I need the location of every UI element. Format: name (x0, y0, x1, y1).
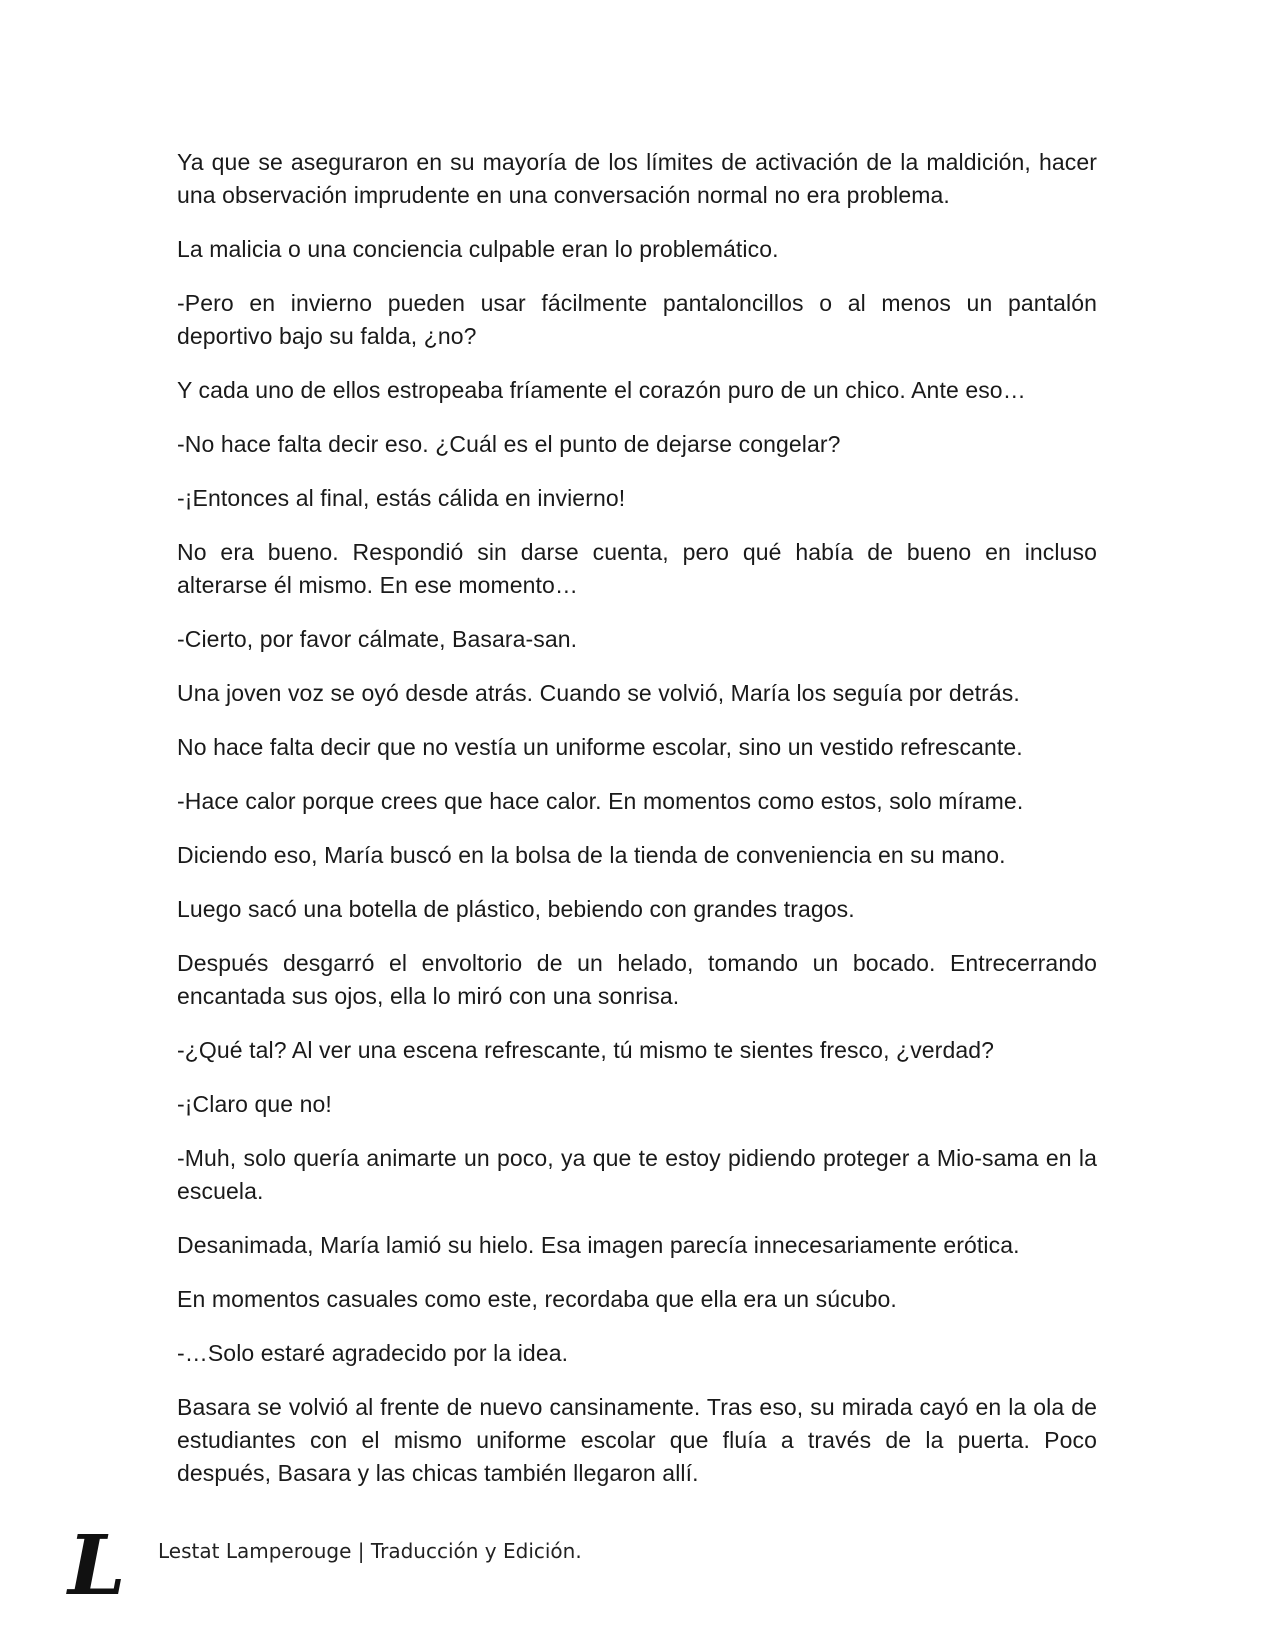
body-text (177, 146, 1097, 1511)
paragraph: Desanimada, María lamió su hielo. Esa imagen parecía innecesariamente erótica. (177, 1232, 1020, 1258)
paragraph: La malicia o una conciencia culpable eran lo problemático. (177, 236, 779, 262)
paragraph: -Muh, solo quería animarte un poco, ya que te estoy pidiendo proteger a Mio-sama en la escuela. (177, 1145, 1097, 1204)
paragraph: Una joven voz se oyó desde atrás. Cuando se volvió, María los seguía por detrás. (177, 680, 1020, 706)
page-footer (60, 1518, 760, 1615)
paragraph: -Pero en invierno pueden usar fácilmente pantaloncillos o al menos un pantalón deportivo bajo su falda, ¿no? (177, 290, 1097, 349)
paragraph: -No hace falta decir eso. ¿Cuál es el punto de dejarse congelar? (177, 431, 841, 457)
paragraph: Diciendo eso, María buscó en la bolsa de la tienda de conveniencia en su mano. (177, 842, 1006, 868)
paragraph: -¡Entonces al final, estás cálida en invierno! (177, 485, 626, 511)
paragraph: Ya que se aseguraron en su mayoría de los límites de activación de la maldición, hacer una observación imprudente en una conversación normal no era problema. (177, 149, 1097, 208)
footer-credit: Lestat Lamperouge | Traducción y Edición. (158, 1539, 582, 1563)
translator-logo (60, 1518, 130, 1614)
logo-letter: L (68, 1518, 126, 1614)
paragraph: -Cierto, por favor cálmate, Basara-san. (177, 626, 578, 652)
paragraph: Luego sacó una botella de plástico, bebiendo con grandes tragos. (177, 896, 855, 922)
paragraph: -¡Claro que no! (177, 1091, 332, 1117)
paragraph: -¿Qué tal? Al ver una escena refrescante, tú mismo te sientes fresco, ¿verdad? (177, 1037, 995, 1063)
paragraph: No hace falta decir que no vestía un uniforme escolar, sino un vestido refrescante. (177, 734, 1023, 760)
paragraph: Y cada uno de ellos estropeaba fríamente el corazón puro de un chico. Ante eso… (177, 377, 1026, 403)
paragraph: -Hace calor porque crees que hace calor. En momentos como estos, solo mírame. (177, 788, 1024, 814)
paragraph: Basara se volvió al frente de nuevo cansinamente. Tras eso, su mirada cayó en la ola de estudiantes con el mismo uniforme escolar que fluía a través de la puerta. Poco después, Basara y las chicas también llegaron allí. (177, 1394, 1097, 1486)
paragraph: Después desgarró el envoltorio de un helado, tomando un bocado. Entrecerrando encantada sus ojos, ella lo miró con una sonrisa. (177, 950, 1097, 1009)
paragraph: No era bueno. Respondió sin darse cuenta, pero qué había de bueno en incluso alterarse él mismo. En ese momento… (177, 539, 1097, 598)
paragraph: -…Solo estaré agradecido por la idea. (177, 1340, 569, 1366)
paragraph: En momentos casuales como este, recordaba que ella era un súcubo. (177, 1286, 897, 1312)
